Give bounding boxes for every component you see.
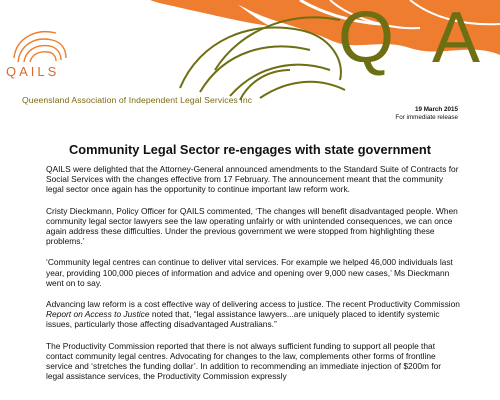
qails-logo-icon: [14, 32, 66, 62]
paragraph-3: ‘Community legal centres can continue to deliver vital services. For example we helped 46,000 individuals last year, providing 100,000 pieces of information and advice and opening over 9,000 new cases,’ Ms Dieckmann went on to say.: [46, 257, 453, 288]
release-date: 19 March 2015: [414, 106, 458, 113]
paragraph-1: QAILS were delighted that the Attorney-General announced amendments to the Standard Suite of Contracts for Social Services with the changes effective from 17 February. The announcement meant that the community legal sector once again has the opportunity to continue important law reform work.: [46, 164, 459, 195]
paragraph-4-text-b: noted that, “legal assistance lawyers...are uniquely placed to identify systemic issues, particularly those affecting disadvantaged Australians.”: [46, 309, 440, 330]
a-letter: A: [432, 0, 481, 78]
organization-name: Queensland Association of Independent Legal Services Inc: [22, 95, 253, 105]
report-title: Report on Access to Justice: [46, 309, 150, 320]
paragraph-5: The Productivity Commission reported that there is not always sufficient funding to support all people that contact community legal centres. Advocating for changes to the law, complements other forms of frontline service and ‘stretches the funding dollar’. In addition to recommending an immediate injection of $200m for legal assistance services, the Productivity Commission expressly: [46, 340, 442, 382]
paragraph-4-text-a: Advancing law reform is a cost effective way of delivering access to justice. The recent Productivity Commission: [46, 299, 460, 310]
paragraph-4: [46, 299, 460, 330]
release-note: For immediate release: [395, 114, 458, 121]
paragraph-2: Cristy Dieckmann, Policy Officer for QAILS commented, ‘The changes will benefit disadvantaged people. When community legal sector lawyers see the law operating unfairly or with unintended consequences, we can once again address these difficulties. Under the previous government we were stopped from highlighting these problems.’: [46, 205, 458, 247]
header-banner: [0, 0, 500, 110]
article-body: [46, 164, 460, 392]
page-title: Community Legal Sector re-engages with state government: [69, 142, 431, 157]
brand-wordmark: QAILS: [6, 64, 60, 79]
q-letter: Q: [338, 0, 395, 78]
